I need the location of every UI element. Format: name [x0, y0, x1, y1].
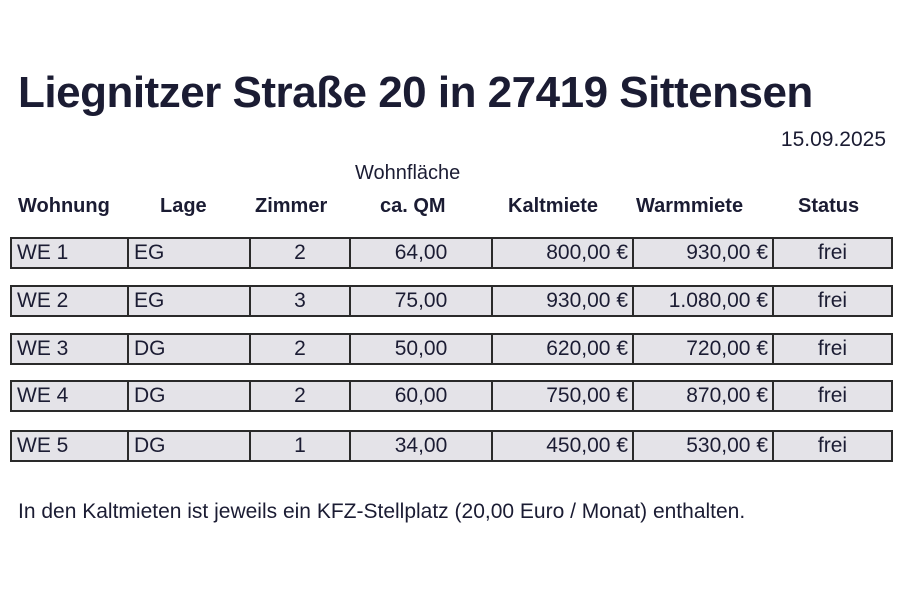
header-warmmiete: Warmmiete: [636, 195, 744, 217]
header-wohnflaeche-top: Wohnfläche: [355, 162, 461, 184]
table-row: [10, 237, 893, 269]
cell-wohnung: WE 2: [12, 287, 129, 315]
cell-lage: DG: [129, 432, 251, 460]
cell-status: frei: [817, 384, 848, 407]
cell-wohnung: WE 3: [12, 335, 129, 363]
cell-zimmer: 2: [251, 335, 351, 363]
cell-status: frei: [817, 434, 848, 457]
cell-status: frei: [817, 241, 848, 264]
cell-kaltmiete: 450,00 €: [493, 432, 634, 460]
cell-warmmiete: 870,00 €: [634, 382, 774, 410]
page-title: Liegnitzer Straße 20 in 27419 Sittensen: [18, 68, 813, 117]
header-lage: Lage: [160, 195, 207, 217]
footnote: In den Kaltmieten ist jeweils ein KFZ-Stellplatz (20,00 Euro / Monat) enthalten.: [18, 500, 746, 523]
table-row: [10, 285, 893, 317]
cell-zimmer: 3: [251, 287, 351, 315]
cell-warmmiete: 720,00 €: [634, 335, 774, 363]
cell-zimmer: 2: [251, 239, 351, 267]
cell-qm: 34,00: [351, 432, 493, 460]
cell-status: frei: [817, 289, 848, 312]
cell-qm: 64,00: [351, 239, 493, 267]
cell-kaltmiete: 620,00 €: [493, 335, 634, 363]
cell-qm: 50,00: [351, 335, 493, 363]
cell-lage: EG: [129, 287, 251, 315]
cell-wohnung: WE 5: [12, 432, 129, 460]
table-row: [10, 333, 893, 365]
cell-qm: 75,00: [351, 287, 493, 315]
header-status: Status: [798, 195, 860, 217]
cell-lage: DG: [129, 382, 251, 410]
table-row: [10, 380, 893, 412]
cell-kaltmiete: 750,00 €: [493, 382, 634, 410]
cell-lage: EG: [129, 239, 251, 267]
cell-kaltmiete: 930,00 €: [493, 287, 634, 315]
cell-zimmer: 2: [251, 382, 351, 410]
cell-lage: DG: [129, 335, 251, 363]
cell-kaltmiete: 800,00 €: [493, 239, 634, 267]
header-wohnflaeche-bottom: ca. QM: [380, 195, 446, 217]
cell-wohnung: WE 4: [12, 382, 129, 410]
cell-warmmiete: 930,00 €: [634, 239, 774, 267]
cell-warmmiete: 1.080,00 €: [634, 287, 774, 315]
header-wohnung: Wohnung: [18, 195, 110, 217]
cell-zimmer: 1: [251, 432, 351, 460]
table-row: [10, 430, 893, 462]
cell-warmmiete: 530,00 €: [634, 432, 774, 460]
cell-qm: 60,00: [351, 382, 493, 410]
cell-wohnung: WE 1: [12, 239, 129, 267]
cell-status: frei: [817, 337, 848, 360]
header-kaltmiete: Kaltmiete: [508, 195, 599, 217]
header-zimmer: Zimmer: [255, 195, 328, 217]
date-label: 15.09.2025: [780, 128, 886, 151]
